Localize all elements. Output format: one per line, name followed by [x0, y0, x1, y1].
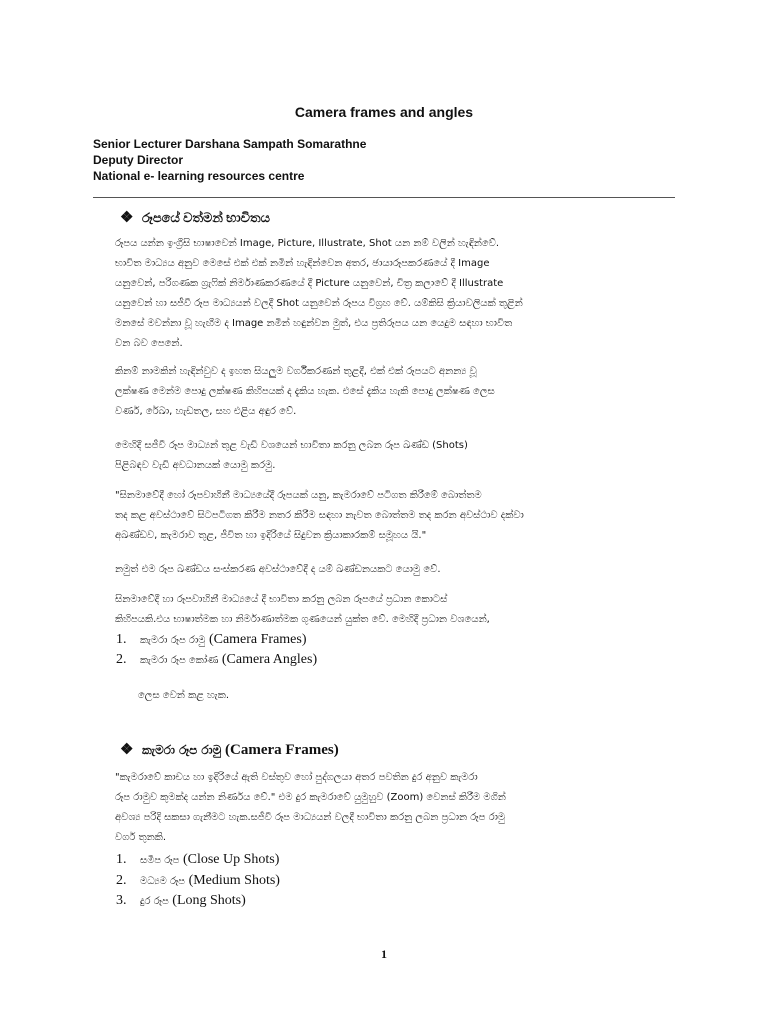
list-item-sinhala: කැමරා රූප කෝණ: [140, 655, 219, 666]
text-line: ලක්ෂණ මෙන්ම පොදු ලක්ෂණ කිහිපයක් ද දැකිය හැක. එසේ දැකිය හැකි පොදු ලක්ෂණ ලෙස: [115, 386, 495, 397]
section2-heading-english: (Camera Frames): [225, 742, 339, 758]
section2-heading: [120, 740, 339, 759]
text-line: මෙහිදී සජීවී රූප මාධ්‍යන් තුළ වැඩි වශයෙන් භාවිතා කරනු ලබන රූප ඛණ්ඩ (Shots): [115, 440, 468, 451]
author-organization: National e- learning resources centre: [93, 169, 305, 183]
text-line: නමුත් එම රූප ඛණ්ඩය සංස්කරණ අවස්ථාවේදී ද යම් ඛණ්ඩනයකට යොමු වේ.: [115, 564, 441, 575]
text-line: භාවිත මාධ්‍යය අනුව මෙසේ එක් එක් නමින් හැඳින්වෙන අතර, ඡායාරූපකරණයේ දී Image: [115, 258, 490, 269]
list-item: [116, 632, 307, 648]
section1-paragraph-2: [115, 362, 675, 422]
text-line: වන බව පෙනේ.: [115, 338, 183, 349]
section1-closing: ලෙස වෙන් කළ හැක.: [138, 690, 229, 701]
list-number: 1.: [116, 632, 127, 647]
list-number: 2.: [116, 873, 127, 888]
section1-heading: [120, 208, 270, 227]
text-line: මනසේ මවන්නා වූ හැඟීම ද Image නමින් හඳුන්වන මුත්, එය ප්‍රතිරූපය යන යෙදුම සඳහා භාවිත: [115, 318, 513, 329]
list-number: 2.: [116, 652, 127, 667]
text-line: "කැමරාවේ කාචය හා ඉදිරියේ ඇති වස්තුව හෝ පුද්ගලයා අතර පවතින දුර අනුව කැමරා: [115, 772, 478, 783]
list-item: [116, 893, 246, 909]
diamond-bullet-icon: ❖: [120, 742, 134, 758]
author-name: Senior Lecturer Darshana Sampath Somarathne: [93, 137, 367, 151]
diamond-bullet-icon: ❖: [120, 210, 134, 226]
text-line: කිනම් නාමකින් හැඳින්වුව ද ඉහත සියලුම වර්ගීකරණන් තුළදී, එක් එක් රූපයට අනන්‍ය වූ: [115, 366, 477, 377]
list-item-sinhala: සමීප රූප: [140, 855, 180, 866]
author-position: Deputy Director: [93, 153, 184, 167]
list-item-english: (Camera Frames): [208, 632, 307, 647]
text-line: අවශ්‍ය පරිදි සකසා ගැනීමට හැක.සජීවී රූප මාධ්‍යයන් වලදී භාවිතා කරනු ලබන ප්‍රධාන රූප රාමු: [115, 812, 506, 823]
list-item: [116, 852, 279, 868]
list-item: [116, 873, 280, 889]
page-number: 1: [381, 947, 387, 961]
text-line: වර්ණ, රේඛා, හැඩතල, සහ එළිය අඳුර වේ.: [115, 406, 297, 417]
section1-paragraph-1: [115, 234, 675, 354]
list-item-english: (Medium Shots): [188, 873, 280, 888]
list-number: 3.: [116, 893, 127, 908]
section2-paragraph-1: [115, 768, 675, 848]
section1-paragraph-4: [115, 560, 675, 580]
text-line: රූපය යන්න ඉංග්‍රීසි භාෂාවෙන් Image, Picture, Illustrate, Shot යන නම් වලින් හැඳින්වේ.: [115, 238, 500, 249]
text-line: "සිනමාවේදී හෝ රූපවාහිනී මාධ්‍යයේදී රූපයක් යනු, කැමරාවේ පටිගත කිරීමේ බොත්තම: [115, 490, 482, 501]
list-item: [116, 652, 317, 668]
section1-heading-text: රූපයේ වත්මන් භාවිතය: [142, 210, 270, 225]
horizontal-rule: [93, 197, 675, 198]
section2-heading-sinhala: කැමරා රූප රාමු: [142, 743, 222, 757]
text-line: යනුවෙන්, පරිගණක ග්‍රැෆික් නිර්මාණකරණයේ දී Picture යනුවෙන්, චිත්‍ර කලාවේ දී Illustrate: [115, 278, 504, 289]
text-line: කිහිපයකි.එය භාෂාත්මක හා නිර්මාණාත්මක ගුණයෙන් යුක්ත වේ. මෙහිදී ප්‍රධාන වශයෙන්,: [115, 614, 490, 625]
text-line: රූප රාමුව කුමක්ද යන්න නිර්ණය වේ." එම දුර කැමරාවේ යුමුහුව (Zoom) වෙනස් කිරීම මගින්: [115, 792, 506, 803]
list-item-sinhala: කැමරා රූප රාමු: [140, 635, 206, 646]
text-line: අඛණ්ඩව, කැමරාව තුළ, ජීවිත හා ඉදිරියේ සිදුවන ක්‍රියාකාරකම් සමූහය යි.": [115, 530, 427, 541]
list-item-sinhala: මධ්‍යම රූප: [140, 876, 186, 887]
section1-paragraph-5: [115, 590, 675, 630]
text-line: වර්ග තුනකි.: [115, 832, 167, 843]
list-item-english: (Camera Angles): [221, 652, 318, 667]
list-item-sinhala: දුර රූප: [140, 896, 169, 907]
text-line: පිළිබඳව වැඩි අවධානයක් යොමු කරමු.: [115, 460, 276, 471]
text-line: තද කළ අවස්ථාවේ සිටපටිගත කිරීම නතර කිරීම සඳහා නැවත බොත්තම තද කරන අවස්ථාව දක්වා: [115, 510, 524, 521]
list-number: 1.: [116, 852, 127, 867]
text-line: සිනමාවේදී හා රූපවාහිනී මාධ්‍යයේ දී භාවිතා කරනු ලබන රූපයේ ප්‍රධාන කොටස්: [115, 594, 448, 605]
list-item-english: (Long Shots): [172, 893, 246, 908]
text-line: යනුවෙන් හා සජීවී රූප මාධ්‍යයන් වලදී Shot යනුවෙන් රූපය විග්‍රහ වේ. යම්කිසි ක්‍රියාවලියක් තුළින්: [115, 298, 523, 309]
document-title: Camera frames and angles: [294, 104, 474, 120]
list-item-english: (Close Up Shots): [182, 852, 280, 867]
section1-paragraph-3: [115, 436, 675, 476]
section1-quote: [115, 486, 675, 546]
